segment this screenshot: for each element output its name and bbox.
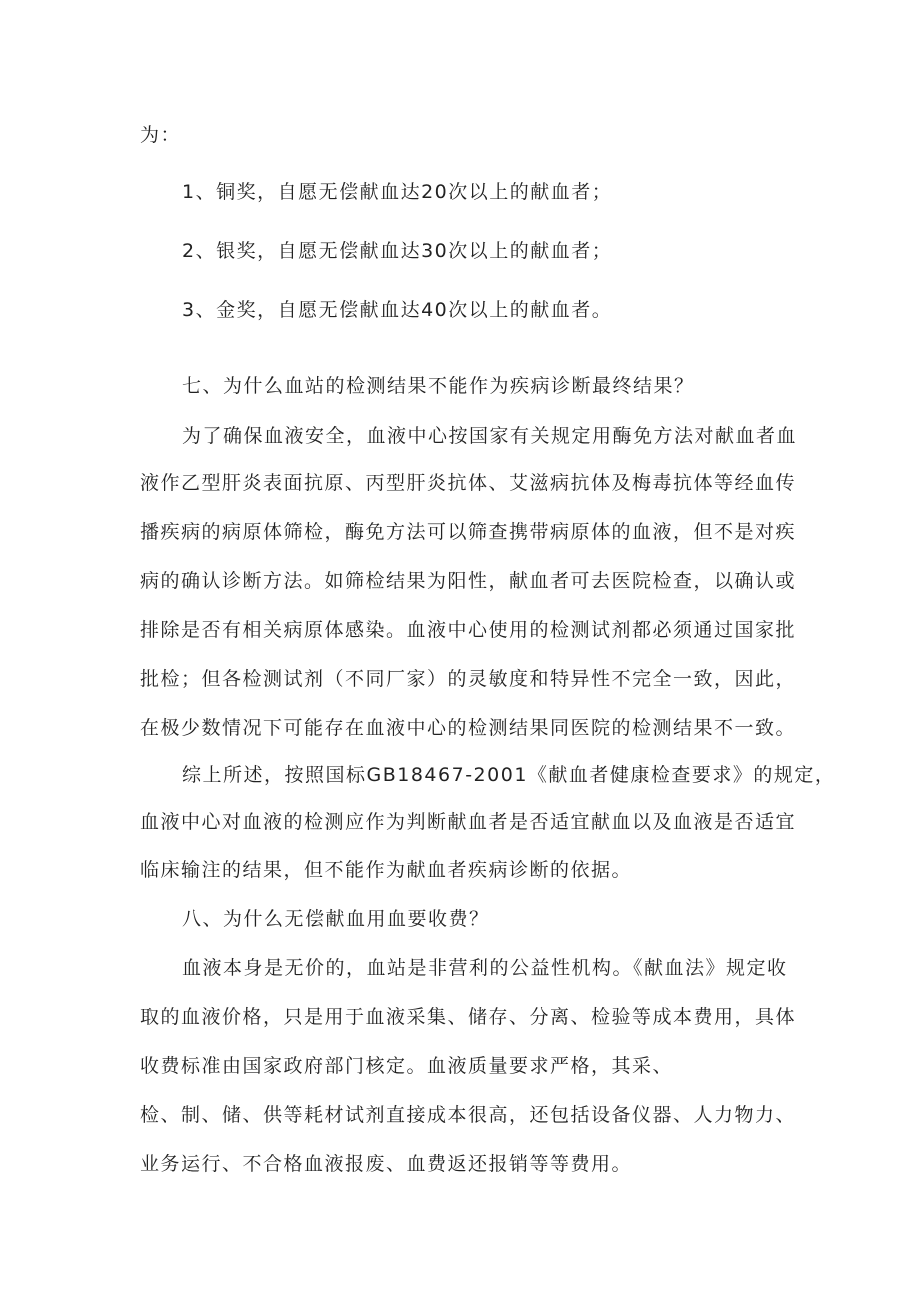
section8-heading: 八、为什么无偿献血用血要收费？: [182, 908, 490, 930]
paragraph-line: 血液本身是无价的，血站是非营利的公益性机构。《献血法》规定收: [182, 957, 788, 979]
paragraph-line: 综上所述，按照国标GB18467-2001《献血者健康检查要求》的规定，: [182, 764, 836, 786]
paragraph-line: 排除是否有相关病原体感染。血液中心使用的检测试剂都必须通过国家批: [140, 619, 797, 641]
award-item-bronze: 1、铜奖，自愿无偿献血达20次以上的献血者；: [182, 181, 613, 203]
paragraph-line: 批检；但各检测试剂（不同厂家）的灵敏度和特异性不完全一致，因此，: [140, 668, 797, 690]
paragraph-line: 临床输注的结果，但不能作为献血者疾病诊断的依据。: [140, 859, 633, 881]
intro-tail: 为：: [140, 124, 182, 146]
paragraph-line: 在极少数情况下可能存在血液中心的检测结果同医院的检测结果不一致。: [140, 717, 797, 739]
paragraph-line: 取的血液价格，只是用于血液采集、储存、分离、检验等成本费用，具体: [140, 1006, 797, 1028]
paragraph-line: 检、制、储、供等耗材试剂直接成本很高，还包括设备仪器、人力物力、: [140, 1104, 797, 1126]
section7-heading: 七、为什么血站的检测结果不能作为疾病诊断最终结果？: [182, 375, 695, 397]
paragraph-line: 收费标准由国家政府部门核定。血液质量要求严格，其采、: [140, 1055, 674, 1077]
paragraph-line: 为了确保血液安全，血液中心按国家有关规定用酶免方法对献血者血: [182, 425, 798, 447]
paragraph-line: 播疾病的病原体筛检，酶免方法可以筛查携带病原体的血液，但不是对疾: [140, 521, 797, 543]
award-item-silver: 2、银奖，自愿无偿献血达30次以上的献血者；: [182, 240, 613, 262]
paragraph-line: 业务运行、不合格血液报废、血费返还报销等等费用。: [140, 1153, 633, 1175]
paragraph-line: 病的确认诊断方法。如筛检结果为阳性，献血者可去医院检查，以确认或: [140, 570, 797, 592]
paragraph-line: 液作乙型肝炎表面抗原、丙型肝炎抗体、艾滋病抗体及梅毒抗体等经血传: [140, 472, 797, 494]
award-item-gold: 3、金奖，自愿无偿献血达40次以上的献血者。: [182, 299, 613, 321]
paragraph-line: 血液中心对血液的检测应作为判断献血者是否适宜献血以及血液是否适宜: [140, 811, 797, 833]
